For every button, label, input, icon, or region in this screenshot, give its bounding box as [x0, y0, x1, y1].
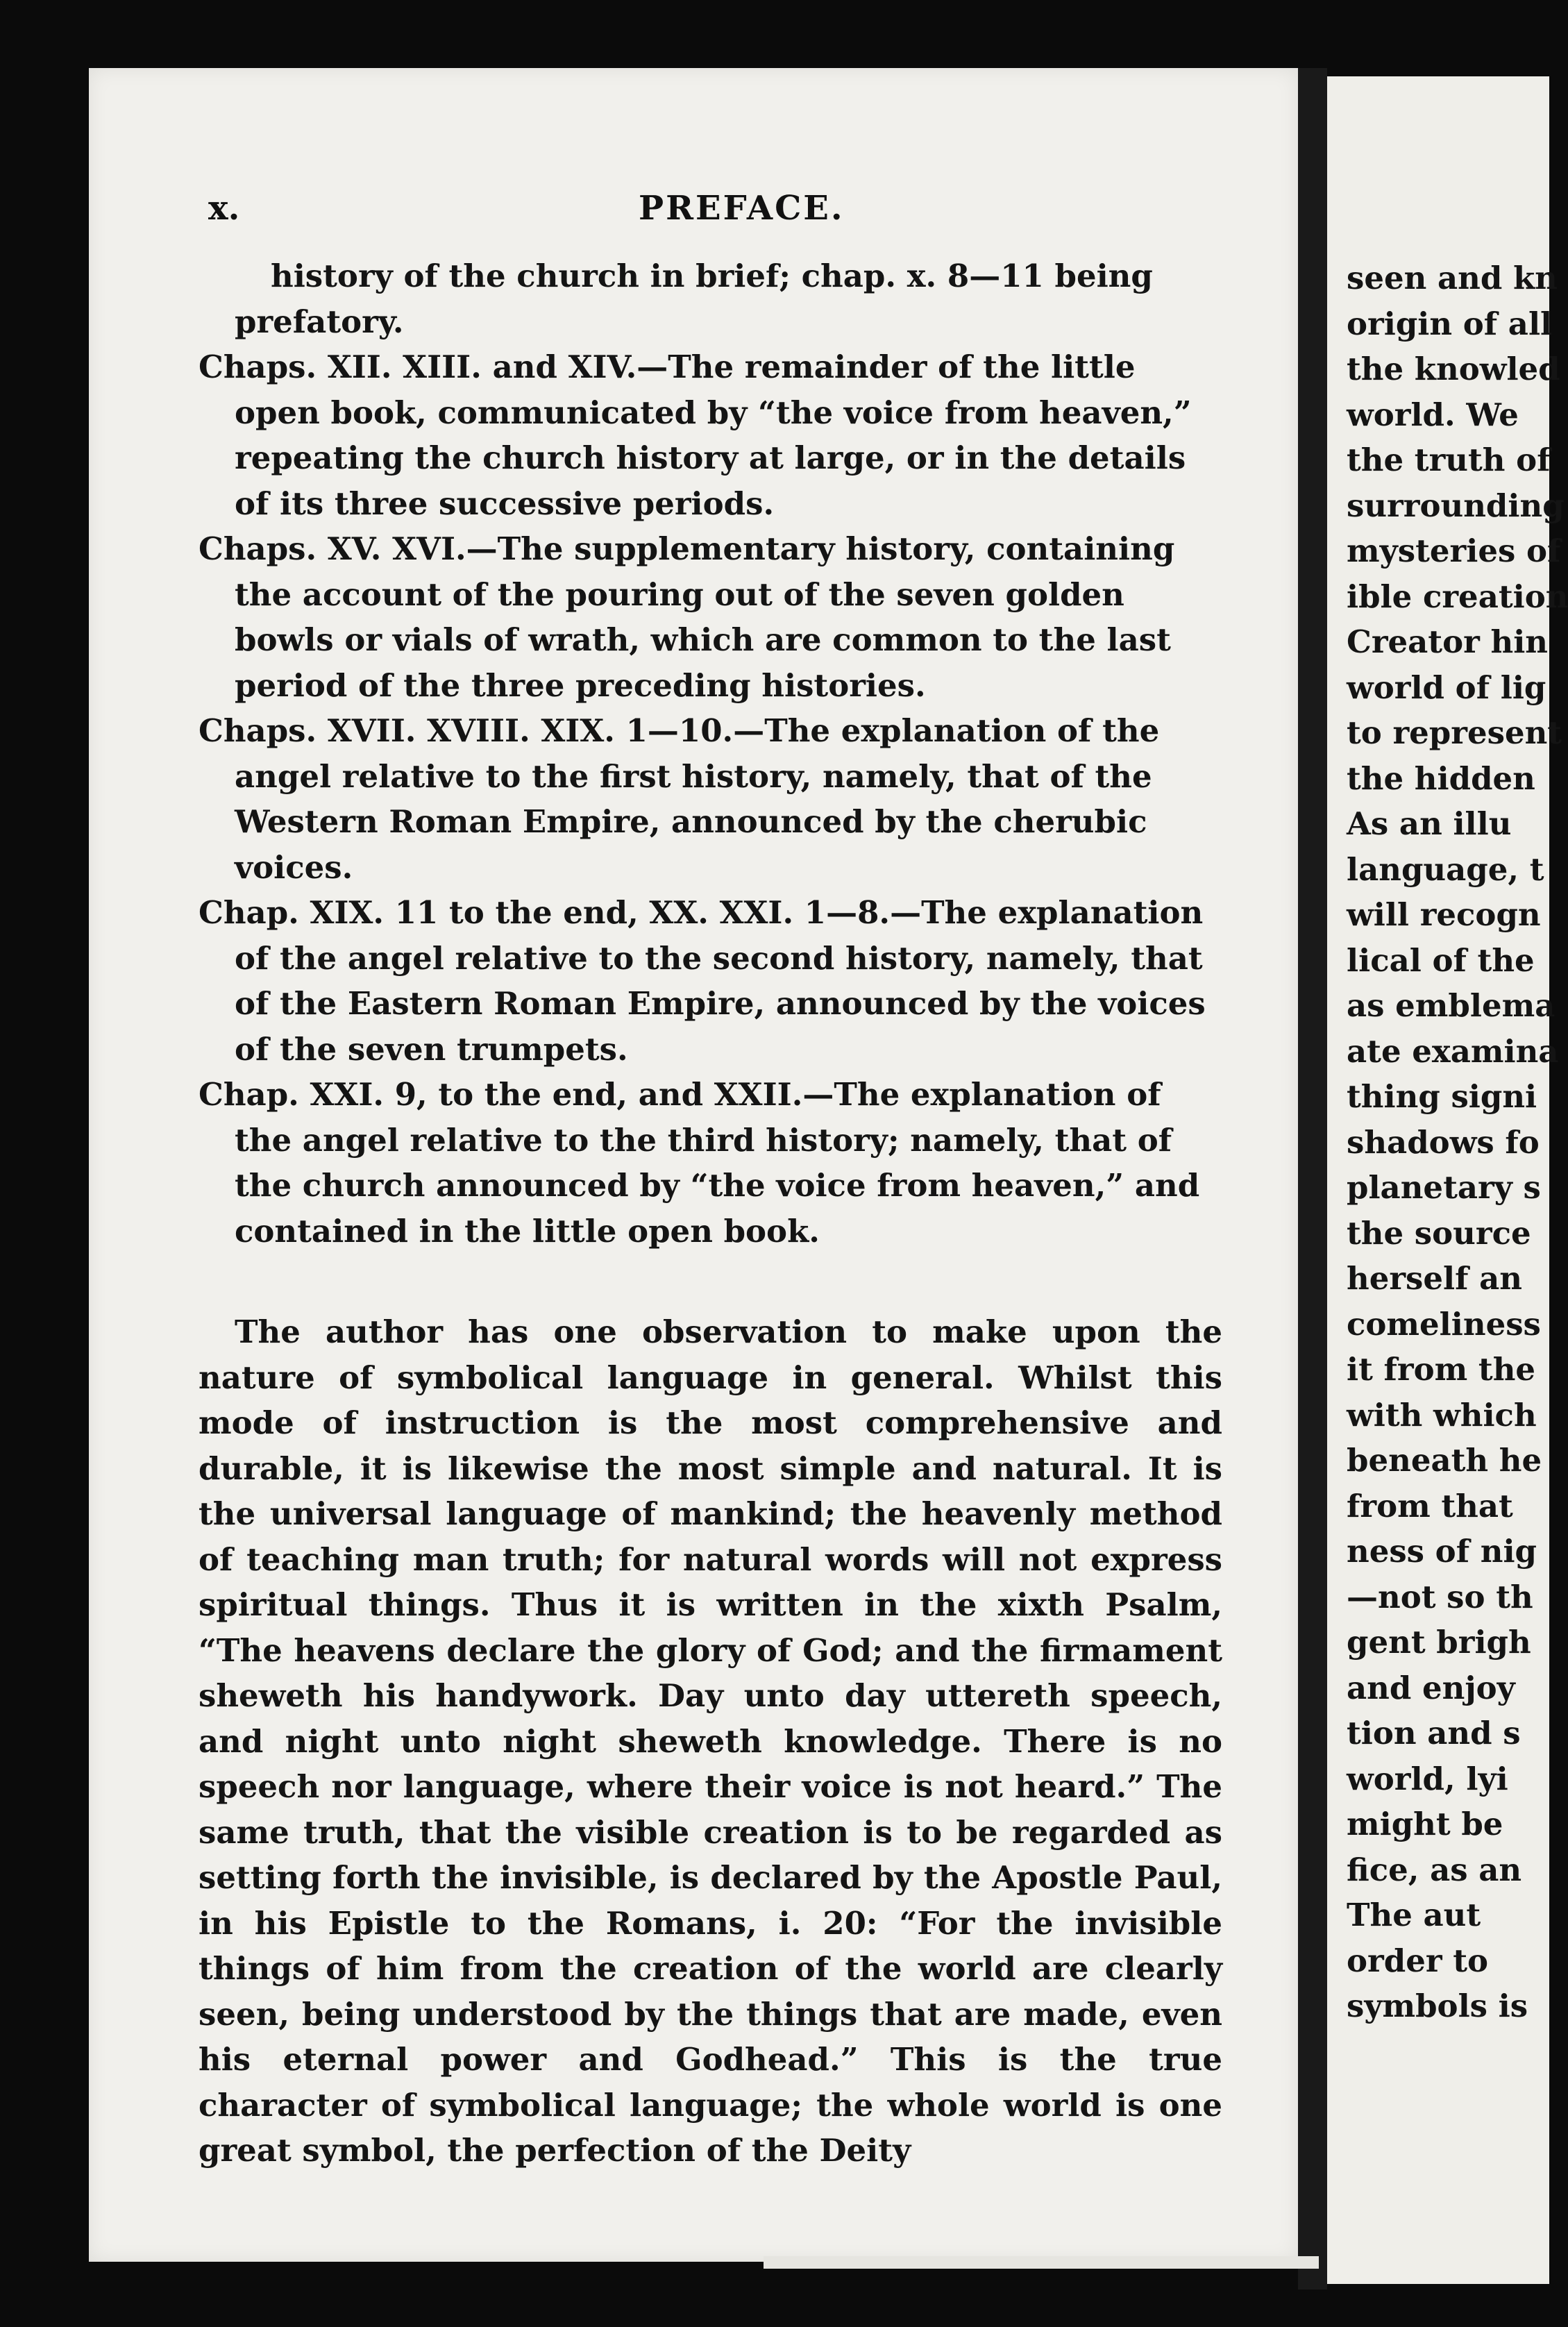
page-number: x.	[208, 189, 240, 228]
right-page-line: ate examina	[1347, 1032, 1559, 1070]
right-page-line: lical of the	[1347, 941, 1535, 979]
right-page-text	[1347, 255, 1568, 2029]
right-page-line: origin of all	[1347, 305, 1553, 342]
outline-entry: Chap. XXI. 9, to the end, and XXII.—The explanation of the angel relative to the third history; namely, that of the church announced by “the voice from heaven,” and contained in the little open book.	[199, 1076, 1200, 1250]
right-page-line: the hidden	[1347, 759, 1535, 797]
page-edge	[764, 2256, 1319, 2269]
right-page-line: seen and kn	[1347, 260, 1558, 296]
right-page-line: Creator hin	[1347, 623, 1549, 660]
preface-body	[199, 253, 1222, 2174]
right-page-line: ible creation	[1347, 578, 1568, 615]
right-page	[1327, 76, 1568, 2284]
right-page-line: order to	[1347, 1942, 1488, 1979]
right-page-line: The aut	[1347, 1897, 1481, 1933]
right-page-line: fice, as an	[1347, 1851, 1522, 1888]
right-page-line: with which	[1347, 1396, 1537, 1434]
right-page-line: herself an	[1347, 1260, 1523, 1297]
running-head: PREFACE.	[639, 189, 845, 228]
body-paragraph: The author has one observation to make upon the nature of symbolical language in general. Whilst this mode of instruction is the most comprehensive and durable, it is likewise the most simple and natural. It is the universal language of mankind; the heavenly method of teaching man truth; for natural words will not express spiritual things. Thus it is written in the xixth Psalm, “The heavens declare the glory of God; and the firmament sheweth his handywork. Day unto day uttereth speech, and night unto night sheweth knowledge. There is no speech nor language, where their voice is not heard.” The same truth, that the visible creation is to be regarded as setting forth the invisible, is declared by the Apostle Paul, in his Epistle to the Romans, i. 20: “For the invisible things of him from the creation of the world are clearly seen, being understood by the things that are made, even his eternal power and Godhead.” This is the true character of symbolical language; the whole world is one great symbol, the perfection of the Deity	[199, 1313, 1222, 2169]
right-page-line: tion and s	[1347, 1715, 1521, 1751]
right-page-line: world, lyi	[1347, 1760, 1508, 1797]
right-page-line: shadows fo	[1347, 1123, 1540, 1161]
right-page-line: will recogn	[1347, 896, 1541, 933]
right-page-line: —not so th	[1347, 1578, 1533, 1615]
page-header	[208, 189, 1229, 230]
right-page-line: world. We	[1347, 396, 1519, 433]
outline-entry: Chap. XIX. 11 to the end, XX. XXI. 1—8.—The explanation of the angel relative to the second history, namely, that of the Eastern Roman Empire, announced by the voices of the seven trumpets.	[199, 894, 1206, 1068]
outline-entry: Chaps. XII. XIII. and XIV.—The remainder of the little open book, communicated by “the voice from heaven,” repeating the church history at large, or in the details of its three successive periods.	[199, 348, 1192, 522]
right-page-line: symbols is	[1347, 1988, 1528, 2024]
right-page-line: world of lig	[1347, 669, 1546, 706]
right-page-line: thing signi	[1347, 1078, 1537, 1115]
right-page-line: the truth of	[1347, 442, 1551, 478]
book-gutter	[1298, 68, 1327, 2290]
right-page-line: As an illu	[1347, 805, 1512, 842]
right-page-line: language, t	[1347, 850, 1544, 888]
outline-entry: history of the church in brief; chap. x. 8—11 being prefatory.	[235, 258, 1153, 340]
right-page-line: to represent	[1347, 714, 1562, 751]
right-page-line: as emblema	[1347, 987, 1556, 1024]
right-page-line: planetary s	[1347, 1169, 1541, 1206]
right-page-line: comeliness	[1347, 1305, 1541, 1343]
right-page-line: the knowled	[1347, 351, 1560, 387]
outline-entry: Chaps. XV. XVI.—The supplementary history, containing the account of the pouring out of the seven golden bowls or vials of wrath, which are common to the last period of the three preceding histories.	[199, 530, 1175, 704]
right-page-line: and enjoy	[1347, 1669, 1515, 1706]
right-page-line: it from the	[1347, 1351, 1536, 1388]
right-page-line: mysteries of	[1347, 532, 1561, 569]
right-page-line: ness of nig	[1347, 1533, 1537, 1570]
right-page-line: from that	[1347, 1487, 1513, 1524]
right-page-line: might be	[1347, 1806, 1503, 1842]
right-page-line: beneath he	[1347, 1442, 1542, 1479]
right-page-line: surrounding	[1347, 487, 1565, 524]
right-page-line: the source	[1347, 1214, 1531, 1252]
right-page-line: gent brigh	[1347, 1624, 1531, 1661]
outline-entry: Chaps. XVII. XVIII. XIX. 1—10.—The explanation of the angel relative to the first history, namely, that of the Western Roman Empire, announced by the cherubic voices.	[199, 712, 1160, 886]
